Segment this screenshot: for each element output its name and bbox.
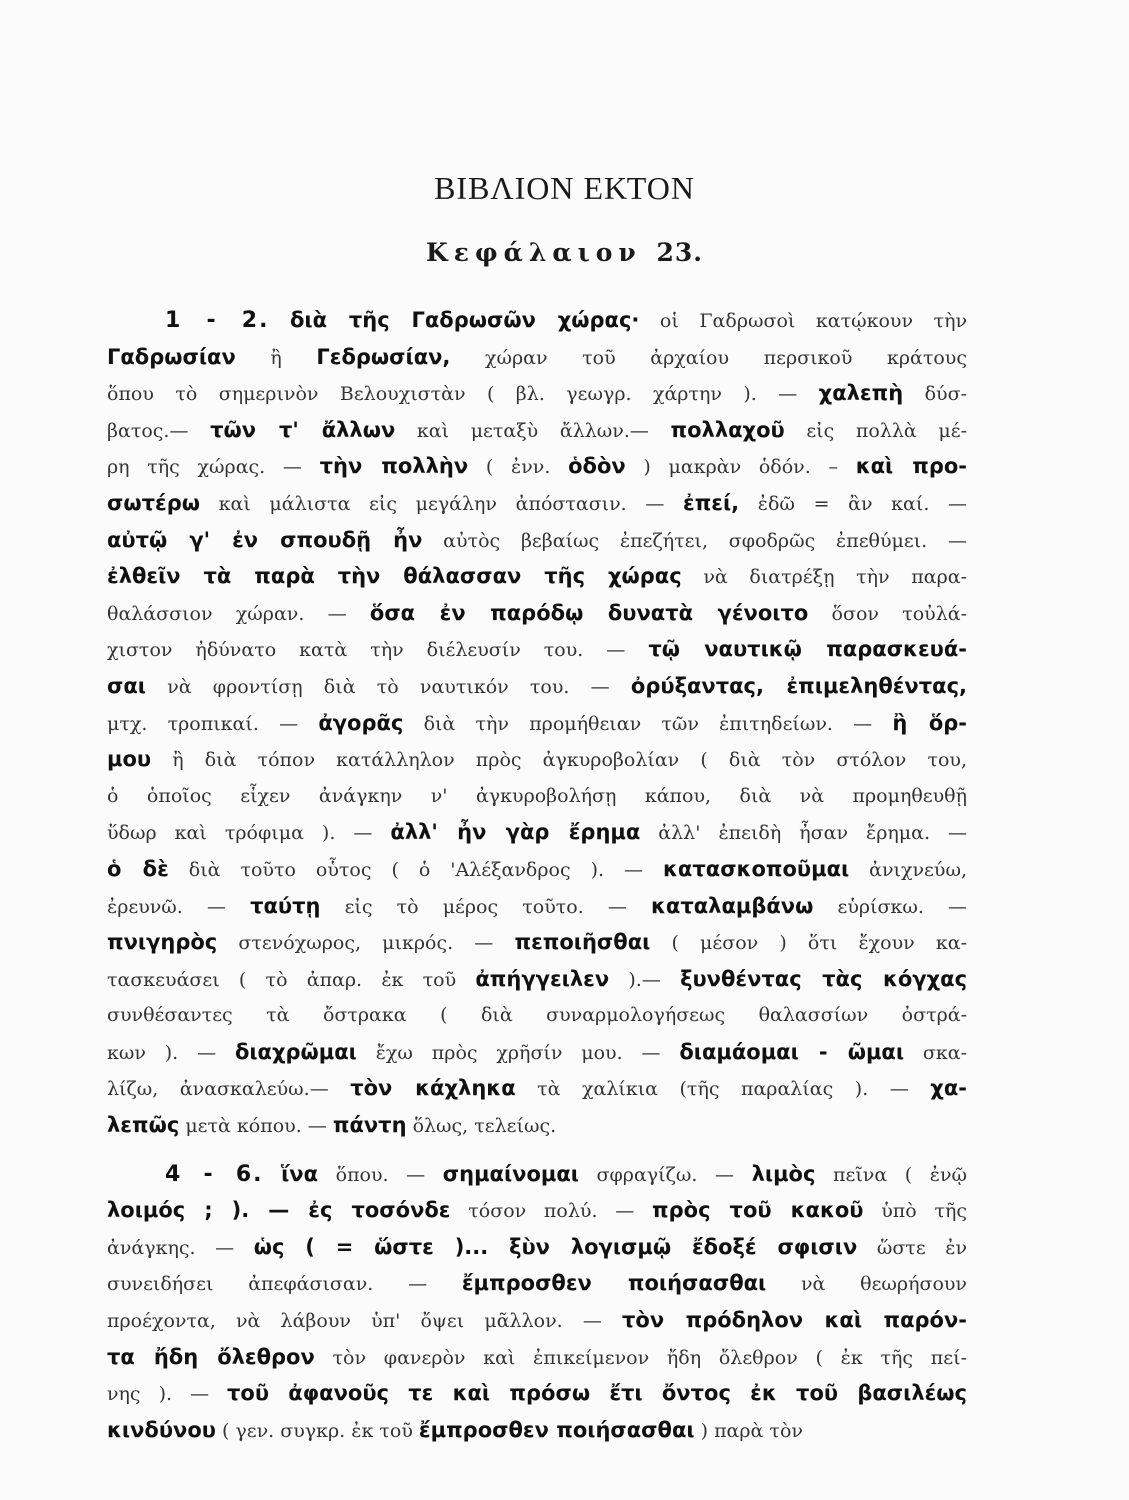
lemma-term: ἐλθεῖν τὰ παρὰ τὴν θάλασσαν τῆς χώρας [107,564,682,589]
chapter-heading [0,238,1129,267]
lemma-term: πρὸς τοῦ κακοῦ [652,1198,864,1223]
lemma-term: ὁ δὲ [107,856,169,881]
chapter-number: 23. [656,238,703,267]
gloss-text: θαλάσσιον χώραν. — [107,602,370,625]
text-line [107,448,967,485]
text-line [107,961,967,998]
lemma-term: ἀλλ' ἦν γὰρ ἔρημα [390,820,641,845]
gloss-text: ὅσον τοὐλά- [808,602,967,625]
text-line [107,339,967,376]
lemma-term: λεπῶς [107,1113,180,1138]
lemma-term: ὀρύξαντας, ἐπιμεληθέντας, [630,673,967,698]
lemma-term: διαχρῶμαι [234,1039,357,1064]
text-line [107,1107,967,1144]
text-line [107,1302,967,1339]
book-title: ΒΙΒΛΙΟΝ ΕΚΤΟΝ [434,170,695,206]
gloss-text: ) μακρὰν ὁδόν. – [625,456,856,479]
lemma-term: Γεδρωσίαν, [316,344,451,369]
lemma-term: χαλεπὴ [818,381,904,406]
lemma-term: πολλαχοῦ [670,417,785,442]
lemma-term: σωτέρω [107,490,200,515]
gloss-text: ἢ διὰ τόπον κατάλληλον πρὸς ἀγκυροβολίαν ( διὰ τὸν στόλον του, [151,749,967,772]
lemma-term: Γαδρωσίαν [107,344,236,369]
gloss-text: αὐτὸς βεβαίως ἐπεζήτει, σφοδρῶς ἐπεθύμει. — [422,529,967,552]
gloss-text: συνθέσαντες τὰ ὄστρακα ( διὰ συναρμολογήσεως θαλασσίων ὀστρά- [107,1004,967,1027]
gloss-text: οἱ Γαδρωσοὶ κατῴκουν τὴν [639,310,967,332]
gloss-text: κων ). — [107,1041,235,1064]
gloss-text: δύσ- [903,383,967,406]
lemma-term: καταλαμβάνω [650,893,814,918]
gloss-text: ἔχω πρὸς χρῆσίν μου. — [356,1041,680,1064]
gloss-text: ( μέσον ) ὅτι ἔχουν κα- [650,932,967,955]
section-number: 4 - 6. [165,1161,264,1187]
lemma-term: ἔμπροσθεν ποιήσασθαι [418,1417,695,1442]
lemma-term: ὁδὸν [568,454,626,479]
text-line [107,1339,967,1376]
gloss-text: νὰ θεωρήσουν [766,1273,967,1296]
lemma-term: τα ἤδη ὄλεθρον [107,1344,315,1369]
gloss-text: διὰ τοῦτο οὗτος ( ὁ 'Αλέξανδρος ). — [168,858,664,881]
gloss-text: τόσον πολύ. — [450,1200,653,1223]
text-line [107,741,967,778]
gloss-text: ἐδῶ = ἂν καί. — [739,492,967,515]
text-line [107,814,967,851]
lemma-term: πνιγηρὸς [107,930,218,955]
gloss-text: ἀνάγκης. — [107,1236,254,1259]
section-number: 1 - 2. [165,308,270,333]
text-line [107,302,967,339]
chapter-word: Κεφάλαιον [426,238,642,267]
gloss-text: ὑπὸ τῆς [863,1200,968,1223]
gloss-text: σκα- [904,1041,967,1064]
gloss-text: χιστον ἠδύνατο κατὰ τὴν διέλευσίν του. — [107,639,649,662]
lemma-term: αὐτῷ γ' ἐν σπουδῇ ἦν [107,527,423,552]
paragraph-gap [107,1144,967,1156]
text-line [107,1265,967,1302]
lemma-term: ὡς ( = ὥστε )... ξὺν λογισμῷ ἔδοξέ σφισιν [253,1234,858,1259]
text-line [107,1229,967,1266]
lemma-term: λιμὸς [751,1161,816,1186]
lemma-term: λοιμός ; ). — ἐς τοσόνδε [107,1198,451,1223]
gloss-text: ἐρευνῶ. — [107,895,251,918]
lemma-term: ταύτῃ [250,893,321,918]
lemma-term: ἢ ὅρ- [892,710,968,735]
gloss-text: ὅπου τὸ σημερινὸν Βελουχιστὰν ( βλ. γεωγρ. χάρτην ). — [107,383,819,406]
gloss-text: συνειδήσει ἀπεφάσισαν. — [107,1273,462,1296]
lemma-term: τὸν πρόδηλον καὶ παρόν- [622,1308,968,1333]
text-line [107,631,967,668]
gloss-text: ἀλλ' ἐπειδὴ ἦσαν ἔρημα. — [640,822,968,845]
gloss-text: διὰ τὴν προμήθειαν τῶν ἐπιτηδείων. — [403,712,893,735]
gloss-text: προέχοντα, νὰ λάβουν ὑπ' ὄψει μᾶλλον. — [107,1310,623,1333]
lemma-term: σημαίνομαι [442,1161,579,1186]
text-line [107,997,967,1034]
gloss-text: ἢ [235,346,317,369]
text-line [107,1375,967,1412]
text-line [107,705,967,742]
text-line [107,668,967,705]
gloss-text: ) παρὰ τὸν [694,1419,803,1442]
gloss-text: νὰ φροντίσῃ διὰ τὸ ναυτικόν του. — [145,675,631,698]
lemma-term: πεποιῆσθαι [514,930,651,955]
gloss-text: ρη τῆς χώρας. — [107,456,320,479]
gloss-text: καὶ μεταξὺ ἄλλων.— [395,419,671,442]
lemma-term: κατασκοποῦμαι [663,856,850,881]
gloss-text: ὁ ὁποῖος εἶχεν ἀνάγκην ν' ἀγκυροβολήσῃ κάπου, διὰ νὰ προμηθευθῇ [107,784,967,807]
gloss-text [269,310,290,332]
gloss-text: νης ). — [107,1383,228,1406]
lemma-term: σαι [107,673,146,698]
lemma-term: ἔμπροσθεν ποιήσασθαι [461,1271,767,1296]
gloss-text: ὅλως, τελείως. [406,1115,557,1138]
text-line [107,1412,967,1449]
text-line [107,412,967,449]
gloss-text: στενόχωρος, μικρός. — [217,932,515,955]
gloss-text: ὥστε ἐν [857,1236,967,1259]
lemma-term: κινδύνου [107,1417,216,1442]
gloss-text: τὸν φανερὸν καὶ ἐπικείμενον ἤδη ὄλεθρον ( ἐκ τῆς πεί- [314,1346,967,1369]
gloss-text: τὰ χαλίκια (τῆς παραλίας ). — [515,1078,931,1101]
gloss-text: ( γεν. συγκρ. ἐκ τοῦ [215,1419,419,1442]
gloss-text: μτχ. τροπικαί. — [107,712,319,735]
gloss-text: χώραν τοῦ ἀρχαίου περσικοῦ κράτους [450,346,968,369]
lemma-term: τοῦ ἀφανοῦς τε καὶ πρόσω ἔτι ὄντος ἐκ τοῦ βασιλέως [227,1381,967,1406]
text-line [107,558,967,595]
text-line [107,924,967,961]
gloss-text: πεῖνα ( ἐνῷ [815,1163,968,1186]
lemma-term: καὶ προ- [855,454,968,479]
text-line [107,888,967,925]
gloss-text: ἀνιχνεύω, [849,858,967,881]
gloss-text: εὑρίσκω. — [813,895,967,918]
lemma-term: ἀπήγγειλεν [475,966,610,991]
lemma-term: ξυνθέντας τὰς κόγχας [680,966,968,991]
text-line [107,485,967,522]
lemma-term: πάντη [332,1113,407,1138]
lemma-term: ὅσα ἐν παρόδῳ δυνατὰ γένοιτο [369,600,809,625]
gloss-text: ( ἐνν. [468,456,569,479]
lemma-term: ἀγορᾶς [318,710,404,735]
text-line [107,1070,967,1107]
gloss-text: νὰ διατρέξῃ τὴν παρα- [681,566,967,589]
text-line [107,1156,967,1193]
lemma-term: διὰ τῆς Γαδρωσῶν χώρας· [289,308,640,332]
gloss-text: μετὰ κόπου. — [179,1115,333,1138]
text-line [107,375,967,412]
commentary-paragraph [107,302,967,1144]
lemma-term: διαμάομαι - ῶμαι [679,1039,905,1064]
text-line [107,522,967,559]
lemma-term: τῷ ναυτικῷ παρασκευά- [648,637,967,662]
text-line [107,595,967,632]
commentary-paragraph [107,1156,967,1449]
gloss-text: τασκευάσει ( τὸ ἀπαρ. ἐκ τοῦ [107,968,476,991]
lemma-term: ἵνα [281,1161,319,1186]
gloss-text: καὶ μάλιστα εἰς μεγάλην ἀπόστασιν. — [199,492,683,515]
gloss-text: ).— [609,968,681,991]
gloss-text [264,1164,282,1186]
gloss-text: βατος.— [107,419,211,442]
gloss-text: ὅπου. — [318,1163,443,1186]
gloss-text: σφραγίζω. — [578,1163,752,1186]
lemma-term: χα- [930,1076,967,1101]
text-line [107,778,967,815]
gloss-text: εἰς πολλὰ μέ- [784,419,967,442]
commentary-body [107,302,967,1448]
lemma-term: μου [107,747,152,772]
text-line [107,1034,967,1071]
lemma-term: τὸν κάχληκα [350,1076,516,1101]
lemma-term: ἐπεί, [683,490,740,515]
gloss-text: λίζω, ἀνασκαλεύω.— [107,1078,351,1101]
lemma-term: τὴν πολλὴν [319,454,469,479]
gloss-text: εἰς τὸ μέρος τοῦτο. — [320,895,651,918]
lemma-term: τῶν τ' ἄλλων [210,417,396,442]
gloss-text: ὕδωρ καὶ τρόφιμα ). — [107,822,391,845]
text-line [107,851,967,888]
text-line [107,1192,967,1229]
